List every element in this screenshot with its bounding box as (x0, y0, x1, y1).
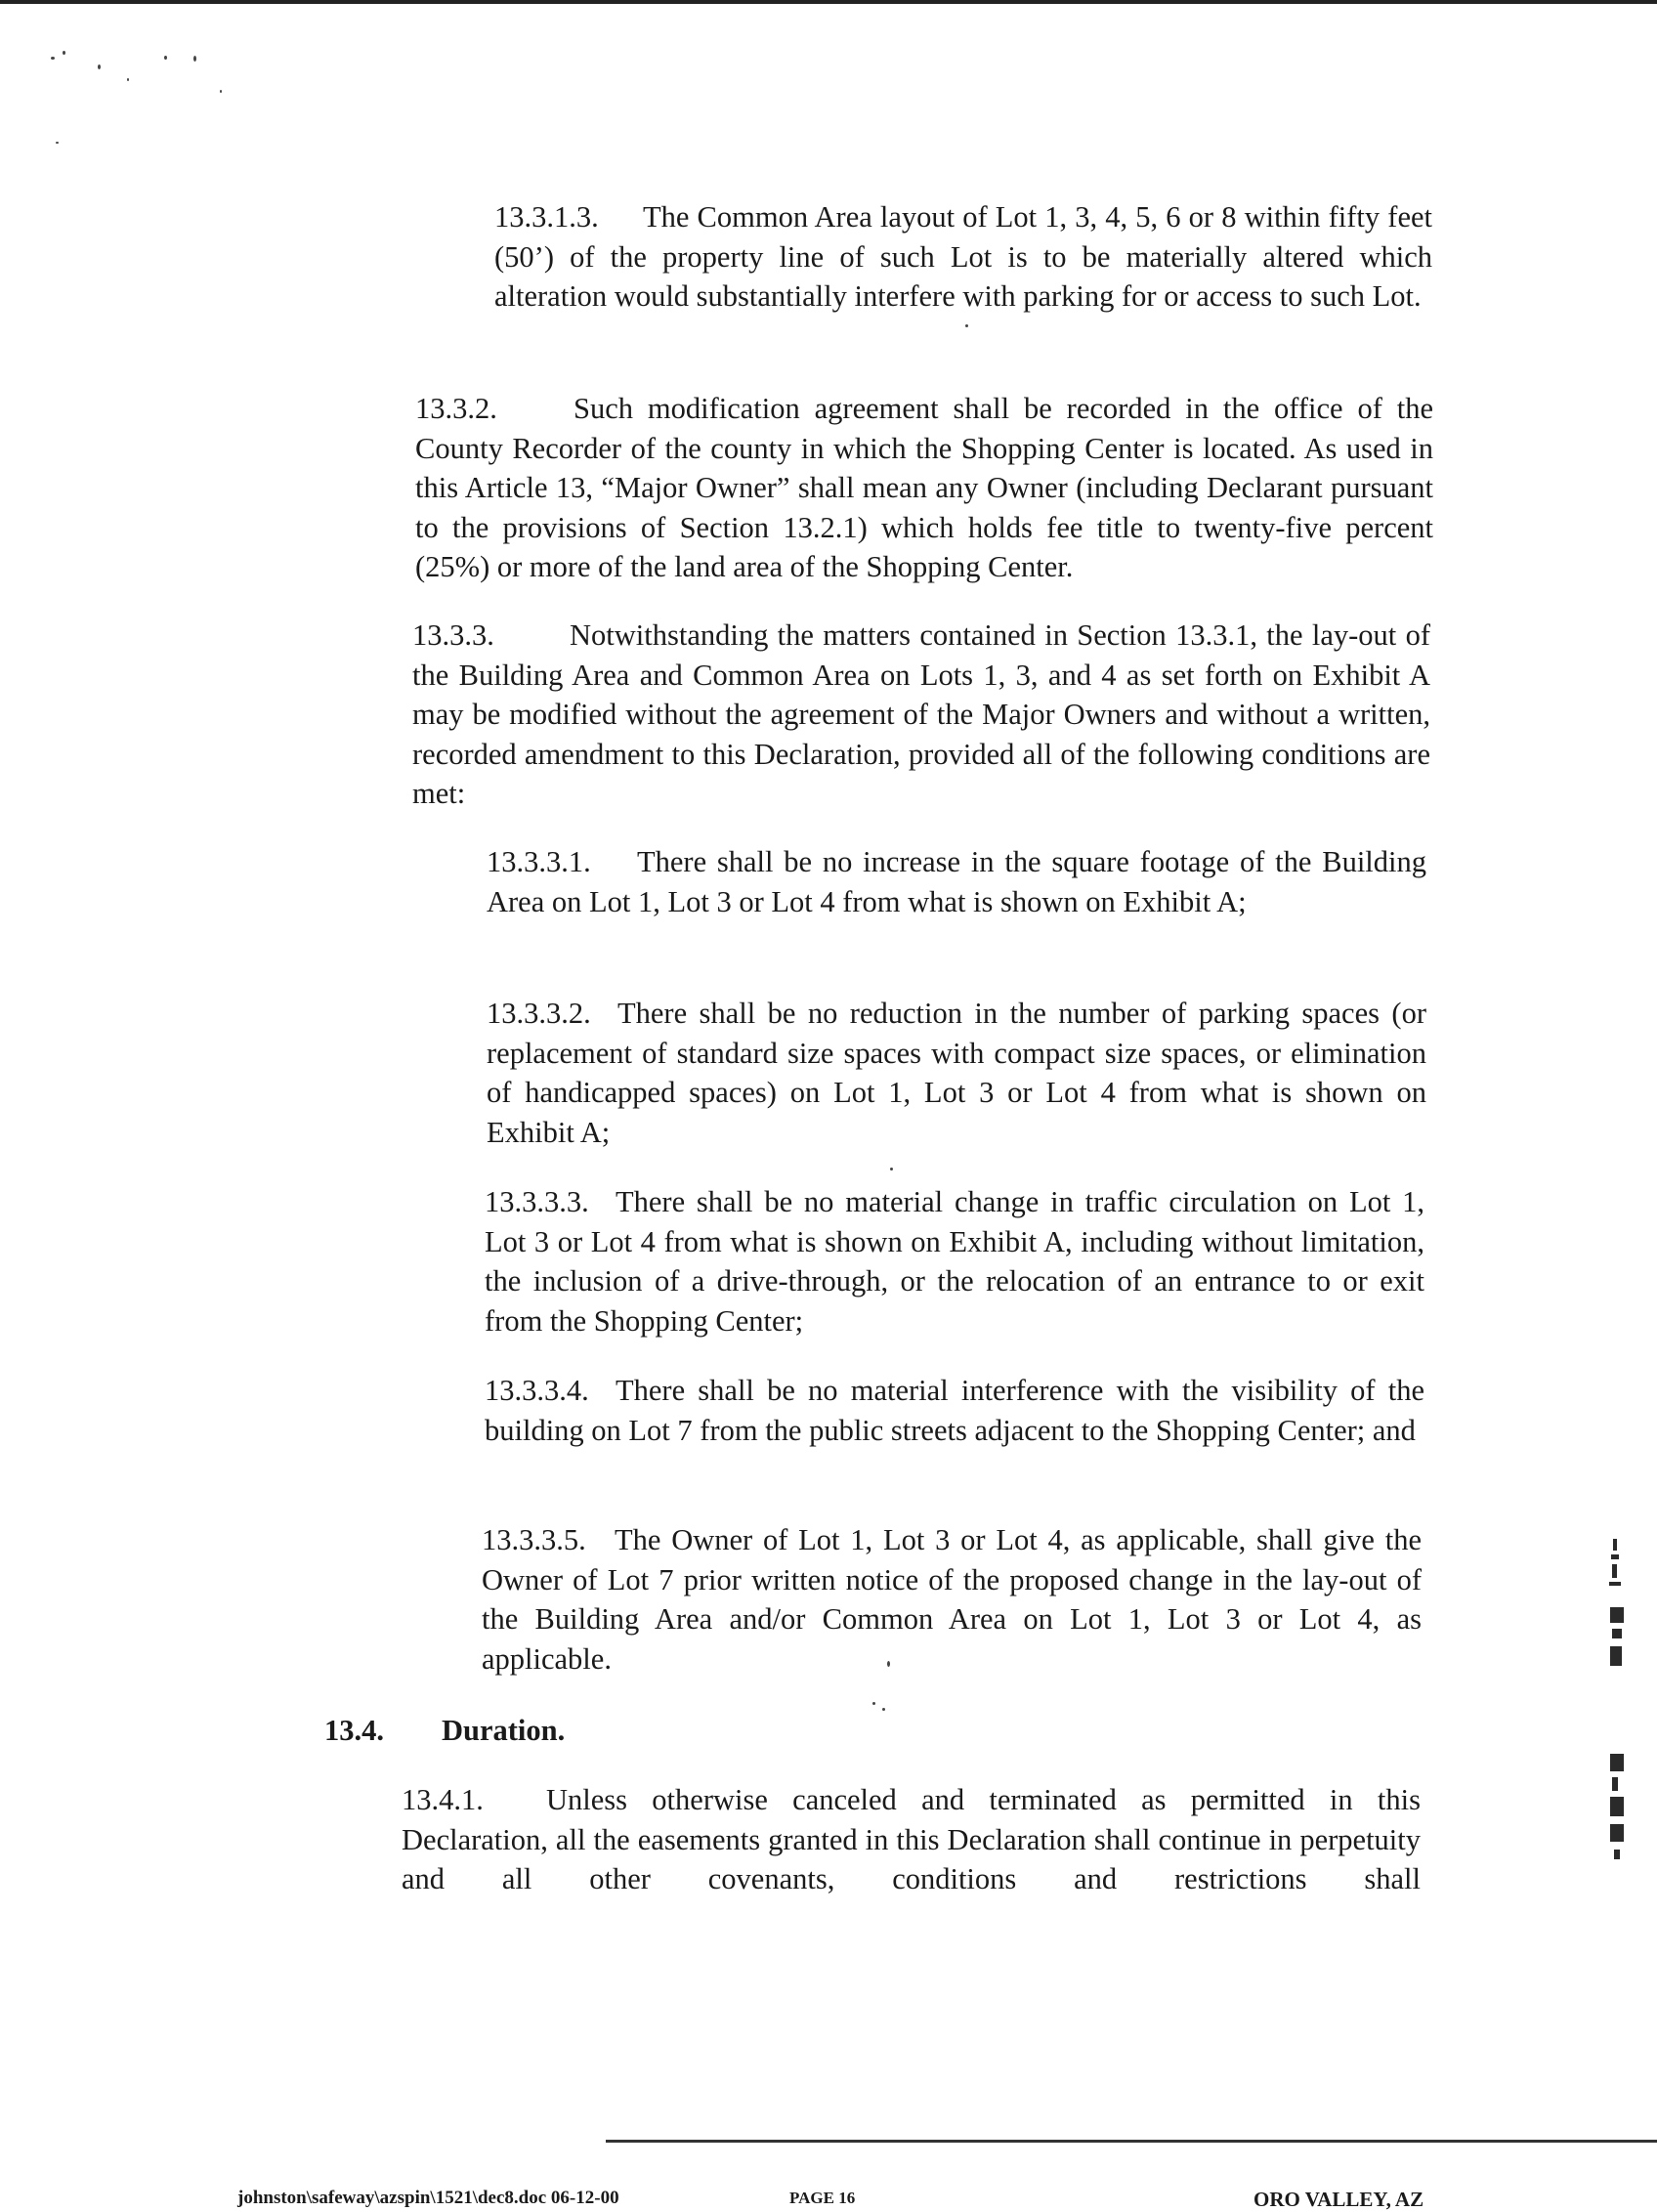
section-number: 13.3.2. (415, 392, 497, 425)
scan-bottom-edge (606, 2140, 1657, 2143)
paragraph-text: Unless otherwise canceled and terminated as permitted in this Declaration, all the easements granted in this Declaration shall continue in perpetuity and all other covenants, conditions and restrictions shall (402, 1783, 1421, 1895)
scan-speck (56, 142, 59, 144)
paragraph-text: Notwithstanding the matters contained in Section 13.3.1, the lay-out of the Building Area and Common Area on Lots 1, 3, and 4 as set forth on Exhibit A may be modified without the agreement of the Major Owners and without a written, recorded amendment to this Declaration, provided all of the following conditions are met: (412, 618, 1430, 810)
section-number: 13.3.3.3. (485, 1185, 589, 1218)
paragraph-text: The Common Area layout of Lot 1, 3, 4, 5, 6 or 8 within fifty feet (50’) of the property line of such Lot is to be materially altered which alteration would substantially interfere with parking for or access to such Lot. (494, 200, 1432, 313)
scan-speck (51, 57, 55, 60)
section-heading-13-4 (324, 1711, 565, 1750)
paragraph-text: There shall be no reduction in the number of parking spaces (or replacement of standard size spaces with compact size spaces, or elimination of handicapped spaces) on Lot 1, Lot 3 or Lot 4 from what is shown on Exhibit A; (487, 997, 1426, 1149)
paragraph-13-3-3-1 (487, 842, 1426, 921)
paragraph-text: The Owner of Lot 1, Lot 3 or Lot 4, as applicable, shall give the Owner of Lot 7 prior written notice of the proposed change in the lay-out of the Building Area and/or Common Area on Lot 1, Lot 3 or Lot 4, as applicable. (482, 1523, 1422, 1676)
heading-title: Duration. (442, 1714, 566, 1747)
scan-speck (872, 1702, 875, 1705)
footer-file-path: johnston\safeway\azspin\1521\dec8.doc 06-12-00 (237, 2188, 619, 2208)
footer-page-number: PAGE 16 (789, 2189, 856, 2207)
paragraph-13-3-3-4 (485, 1371, 1424, 1450)
scan-speck (220, 90, 222, 93)
section-number: 13.3.3.1. (487, 845, 591, 878)
section-number: 13.3.1.3. (494, 200, 599, 234)
scan-speck (127, 78, 129, 81)
paragraph-13-3-3-5 (482, 1520, 1422, 1679)
paragraph-13-3-3-2 (487, 994, 1426, 1152)
scan-speck (98, 64, 101, 69)
paragraph-text: Such modification agreement shall be recorded in the office of the County Recorder of the county in which the Shopping Center is located. As used in this Article 13, “Major Owner” shall mean any Owner (including Declarant pursuant to the provisions of Section 13.2.1) which holds fee title to twenty-five percent (25%) or more of the land area of the Shopping Center. (415, 392, 1433, 583)
paragraph-text: There shall be no material change in traffic circulation on Lot 1, Lot 3 or Lot 4 from what is shown on Exhibit A, including without limitation, the inclusion of a drive-through, or the relocation of an entrance to or exit from the Shopping Center; (485, 1185, 1424, 1338)
section-number: 13.3.3.4. (485, 1374, 589, 1407)
paragraph-13-3-3-3 (485, 1182, 1424, 1340)
scan-speck (965, 324, 968, 327)
scan-speck (193, 56, 196, 62)
paragraph-13-3-2 (415, 389, 1433, 587)
heading-number: 13.4. (324, 1714, 384, 1747)
paragraph-text: There shall be no material interference with the visibility of the building on Lot 7 from the public streets adjacent to the Shopping Center; and (485, 1374, 1424, 1447)
section-number: 13.3.3.2. (487, 997, 591, 1030)
paragraph-13-3-3 (412, 616, 1430, 814)
paragraph-13-3-1-3 (494, 197, 1432, 317)
section-number: 13.3.3.5. (482, 1523, 586, 1556)
scan-speck (890, 1168, 893, 1170)
paragraph-text: There shall be no increase in the square footage of the Building Area on Lot 1, Lot 3 or Lot 4 from what is shown on Exhibit A; (487, 845, 1426, 918)
scan-speck (164, 56, 167, 60)
scan-speck (882, 1708, 885, 1711)
recording-stamp (1600, 1539, 1634, 1891)
scan-speck (63, 51, 65, 55)
paragraph-13-4-1 (402, 1780, 1421, 1899)
scan-top-edge (0, 0, 1657, 4)
footer-location: ORO VALLEY, AZ (1253, 2188, 1424, 2211)
section-number: 13.4.1. (402, 1783, 484, 1816)
section-number: 13.3.3. (412, 618, 494, 652)
